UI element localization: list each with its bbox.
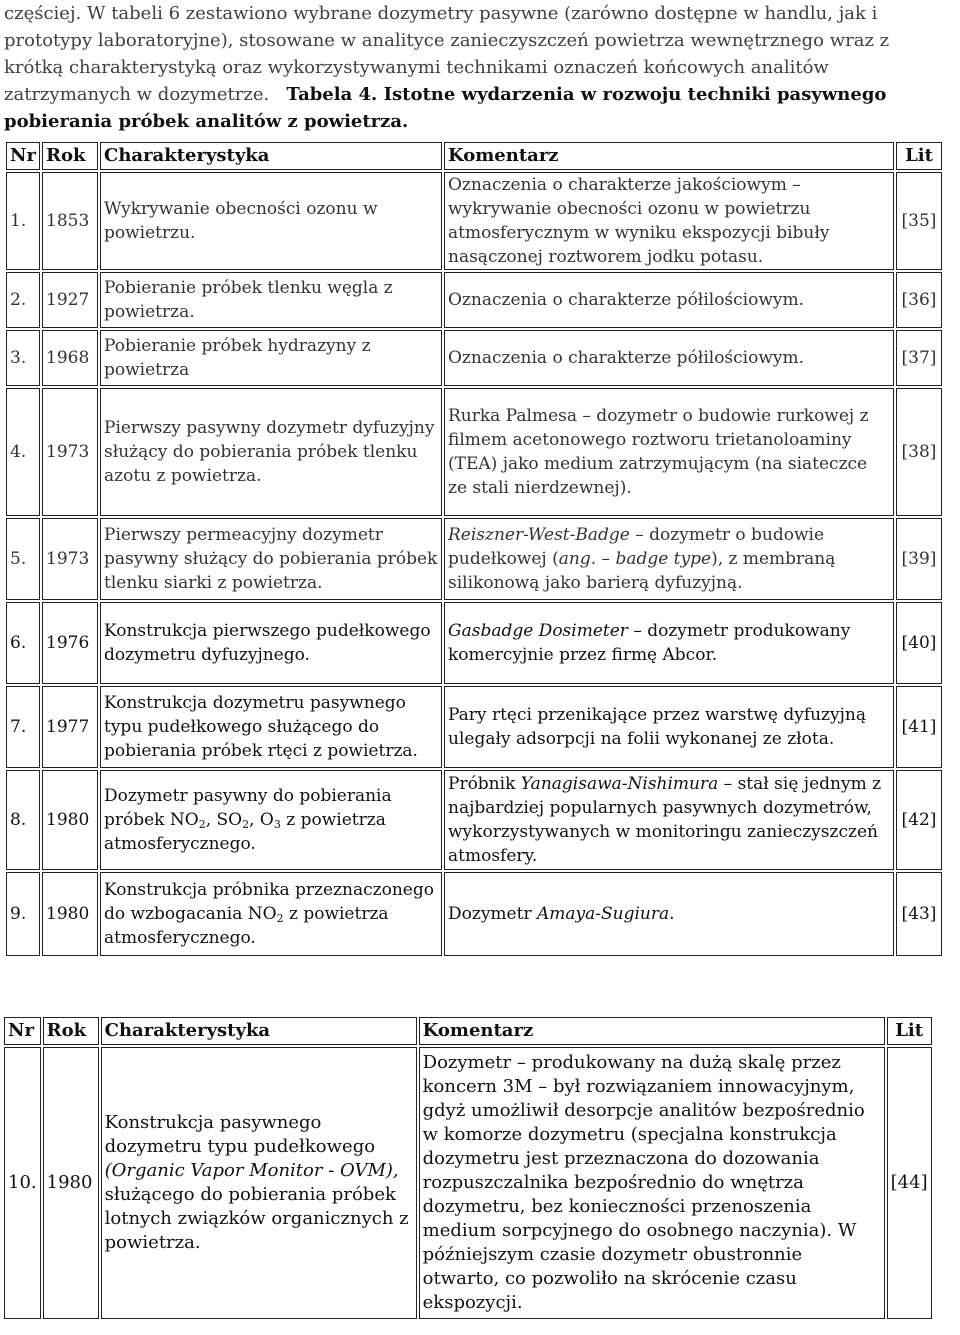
char-italic: (Organic Vapor Monitor - OVM), bbox=[104, 1160, 399, 1181]
subscript: 2 bbox=[242, 818, 250, 831]
char-text: Dozymetr pasywny do pobierania próbek NO bbox=[104, 786, 392, 830]
header-rok: Rok bbox=[43, 1017, 99, 1045]
char-text: , O bbox=[249, 810, 274, 830]
comment-italic: Yanagisawa-Nishimura bbox=[520, 774, 719, 794]
row-reference: [35] bbox=[896, 172, 942, 270]
row-year: 1973 bbox=[42, 388, 98, 516]
table-caption: Tabela 4. Istotne wydarzenia w rozwoju techniki pasywnego pobierania próbek analitów z powietrza. bbox=[4, 84, 887, 132]
row-year: 1977 bbox=[42, 686, 98, 768]
row-nr: 9. bbox=[6, 872, 40, 956]
header-lit: Lit bbox=[896, 142, 942, 170]
row-characteristic: Pobieranie próbek tlenku węgla z powietrza. bbox=[100, 272, 442, 328]
row-reference: [36] bbox=[896, 272, 942, 328]
char-text: służącego do pobierania próbek lotnych związków organicznych z powietrza. bbox=[104, 1184, 409, 1253]
char-text: z powietrza atmosferycznego. bbox=[104, 904, 389, 948]
header-nr: Nr bbox=[4, 1017, 41, 1045]
table-row bbox=[6, 388, 942, 516]
header-nr: Nr bbox=[6, 142, 40, 170]
row-characteristic: Wykrywanie obecności ozonu w powietrzu. bbox=[100, 172, 442, 270]
row-nr: 7. bbox=[6, 686, 40, 768]
row-comment bbox=[444, 872, 894, 956]
intro-paragraph bbox=[4, 0, 954, 135]
row-characteristic: Pierwszy pasywny dozymetr dyfuzyjny służący do pobierania próbek tlenku azotu z powietrza. bbox=[100, 388, 442, 516]
row-reference: [38] bbox=[896, 388, 942, 516]
table-header-row bbox=[4, 1017, 932, 1045]
comment-italic: ang. bbox=[558, 549, 597, 569]
row-year: 1976 bbox=[42, 602, 98, 684]
events-table-continued bbox=[2, 1015, 934, 1321]
row-comment: Dozymetr – produkowany na dużą skalę przez koncern 3M – był rozwiązaniem innowacyjnym, gdyż umożliwił desorpcje analitów bezpośrednio w komorze dozymetru (specjalna konstrukcja dozymetru jest przeznaczona do dozowania rozpuszczalnika bezpośrednio do wnętrza dozymetru, bez konieczności przenoszenia medium sorpcyjnego do osobnego naczynia). W późniejszym czasie dozymetr obustronnie otwarto, co pozwoliło na skrócenie czasu ekspozycji. bbox=[419, 1047, 885, 1319]
row-nr: 4. bbox=[6, 388, 40, 516]
table-row bbox=[6, 330, 942, 386]
header-komentarz: Komentarz bbox=[419, 1017, 885, 1045]
char-text: z powietrza atmosferycznego. bbox=[104, 810, 386, 854]
row-comment: Oznaczenia o charakterze półilościowym. bbox=[444, 272, 894, 328]
row-comment bbox=[444, 602, 894, 684]
header-komentarz: Komentarz bbox=[444, 142, 894, 170]
row-year: 1968 bbox=[42, 330, 98, 386]
row-nr: 10. bbox=[4, 1047, 41, 1319]
comment-text: – dozymetr o budowie pudełkowej ( bbox=[448, 525, 825, 569]
comment-italic: Amaya-Sugiura bbox=[536, 904, 670, 924]
row-nr: 8. bbox=[6, 770, 40, 870]
row-reference: [39] bbox=[896, 518, 942, 600]
comment-text: Próbnik bbox=[448, 774, 521, 794]
row-nr: 2. bbox=[6, 272, 40, 328]
header-charakterystyka: Charakterystyka bbox=[100, 142, 442, 170]
row-characteristic bbox=[100, 770, 442, 870]
comment-text: Dozymetr bbox=[448, 904, 537, 924]
header-lit: Lit bbox=[887, 1017, 932, 1045]
row-comment: Oznaczenia o charakterze półilościowym. bbox=[444, 330, 894, 386]
subscript: 2 bbox=[276, 912, 284, 925]
subscript: 2 bbox=[198, 818, 206, 831]
row-year: 1980 bbox=[42, 770, 98, 870]
subscript: 3 bbox=[273, 818, 281, 831]
row-characteristic: Pierwszy permeacyjny dozymetr pasywny służący do pobierania próbek tlenku siarki z powietrza. bbox=[100, 518, 442, 600]
row-comment: Oznaczenia o charakterze jakościowym – wykrywanie obecności ozonu w powietrzu atmosferycznym w wyniku ekspozycji bibuły nasączonej roztworem jodku potasu. bbox=[444, 172, 894, 270]
row-nr: 6. bbox=[6, 602, 40, 684]
table-row bbox=[6, 518, 942, 600]
row-year: 1980 bbox=[43, 1047, 99, 1319]
row-year: 1973 bbox=[42, 518, 98, 600]
char-text: , SO bbox=[205, 810, 243, 830]
table-row bbox=[6, 272, 942, 328]
row-reference: [44] bbox=[887, 1047, 932, 1319]
comment-text: – bbox=[596, 549, 616, 569]
table-row bbox=[6, 686, 942, 768]
comment-text: – dozymetr produkowany komercyjnie przez firmę Abcor. bbox=[448, 621, 851, 665]
events-table bbox=[4, 140, 944, 958]
row-comment bbox=[444, 770, 894, 870]
row-reference: [41] bbox=[896, 686, 942, 768]
row-characteristic bbox=[100, 872, 442, 956]
row-nr: 5. bbox=[6, 518, 40, 600]
table-row bbox=[6, 172, 942, 270]
intro-text: częściej. W tabeli 6 zestawiono wybrane dozymetry pasywne (zarówno dostępne w handlu, jak i prototypy laboratoryjne), stosowane w analityce zanieczyszczeń powietrza wewnętrznego wraz z krótką charakterystyką oraz wykorzystywanymi technikami oznaczeń końcowych analitów zatrzymanych w dozymetrze. bbox=[4, 3, 890, 105]
row-year: 1980 bbox=[42, 872, 98, 956]
row-nr: 1. bbox=[6, 172, 40, 270]
row-characteristic: Konstrukcja dozymetru pasywnego typu pudełkowego służącego do pobierania próbek rtęci z powietrza. bbox=[100, 686, 442, 768]
header-charakterystyka: Charakterystyka bbox=[101, 1017, 417, 1045]
comment-text: ), z membraną silikonową jako barierą dyfuzyjną. bbox=[448, 549, 836, 593]
comment-italic: Reiszner-West-Badge bbox=[448, 525, 630, 545]
table-row bbox=[6, 872, 942, 956]
table-row bbox=[4, 1047, 932, 1319]
comment-text: – stał się jednym z najbardziej popularnych pasywnych dozymetrów, wykorzystywanych w monitoringu zanieczyszczeń atmosfery. bbox=[448, 774, 882, 866]
table-row bbox=[6, 602, 942, 684]
row-comment: Rurka Palmesa – dozymetr o budowie rurkowej z filmem acetonowego roztworu trietanoloaminy (TEA) jako medium zatrzymującym (na siateczce ze stali nierdzewnej). bbox=[444, 388, 894, 516]
table-row bbox=[6, 770, 942, 870]
row-nr: 3. bbox=[6, 330, 40, 386]
header-rok: Rok bbox=[42, 142, 98, 170]
row-reference: [40] bbox=[896, 602, 942, 684]
char-text: Konstrukcja próbnika przeznaczonego do wzbogacania NO bbox=[104, 880, 434, 924]
row-year: 1853 bbox=[42, 172, 98, 270]
row-comment bbox=[444, 518, 894, 600]
row-characteristic: Konstrukcja pierwszego pudełkowego dozymetru dyfuzyjnego. bbox=[100, 602, 442, 684]
comment-italic: Gasbadge Dosimeter bbox=[448, 621, 628, 641]
row-reference: [43] bbox=[896, 872, 942, 956]
row-comment: Pary rtęci przenikające przez warstwę dyfuzyjną ulegały adsorpcji na folii wykonanej ze złota. bbox=[444, 686, 894, 768]
row-year: 1927 bbox=[42, 272, 98, 328]
row-reference: [42] bbox=[896, 770, 942, 870]
comment-text: . bbox=[669, 904, 675, 924]
row-reference: [37] bbox=[896, 330, 942, 386]
table-header-row bbox=[6, 142, 942, 170]
comment-italic: badge type bbox=[615, 549, 712, 569]
char-text: Konstrukcja pasywnego dozymetru typu pudełkowego bbox=[104, 1112, 376, 1157]
row-characteristic: Pobieranie próbek hydrazyny z powietrza bbox=[100, 330, 442, 386]
row-characteristic bbox=[101, 1047, 417, 1319]
